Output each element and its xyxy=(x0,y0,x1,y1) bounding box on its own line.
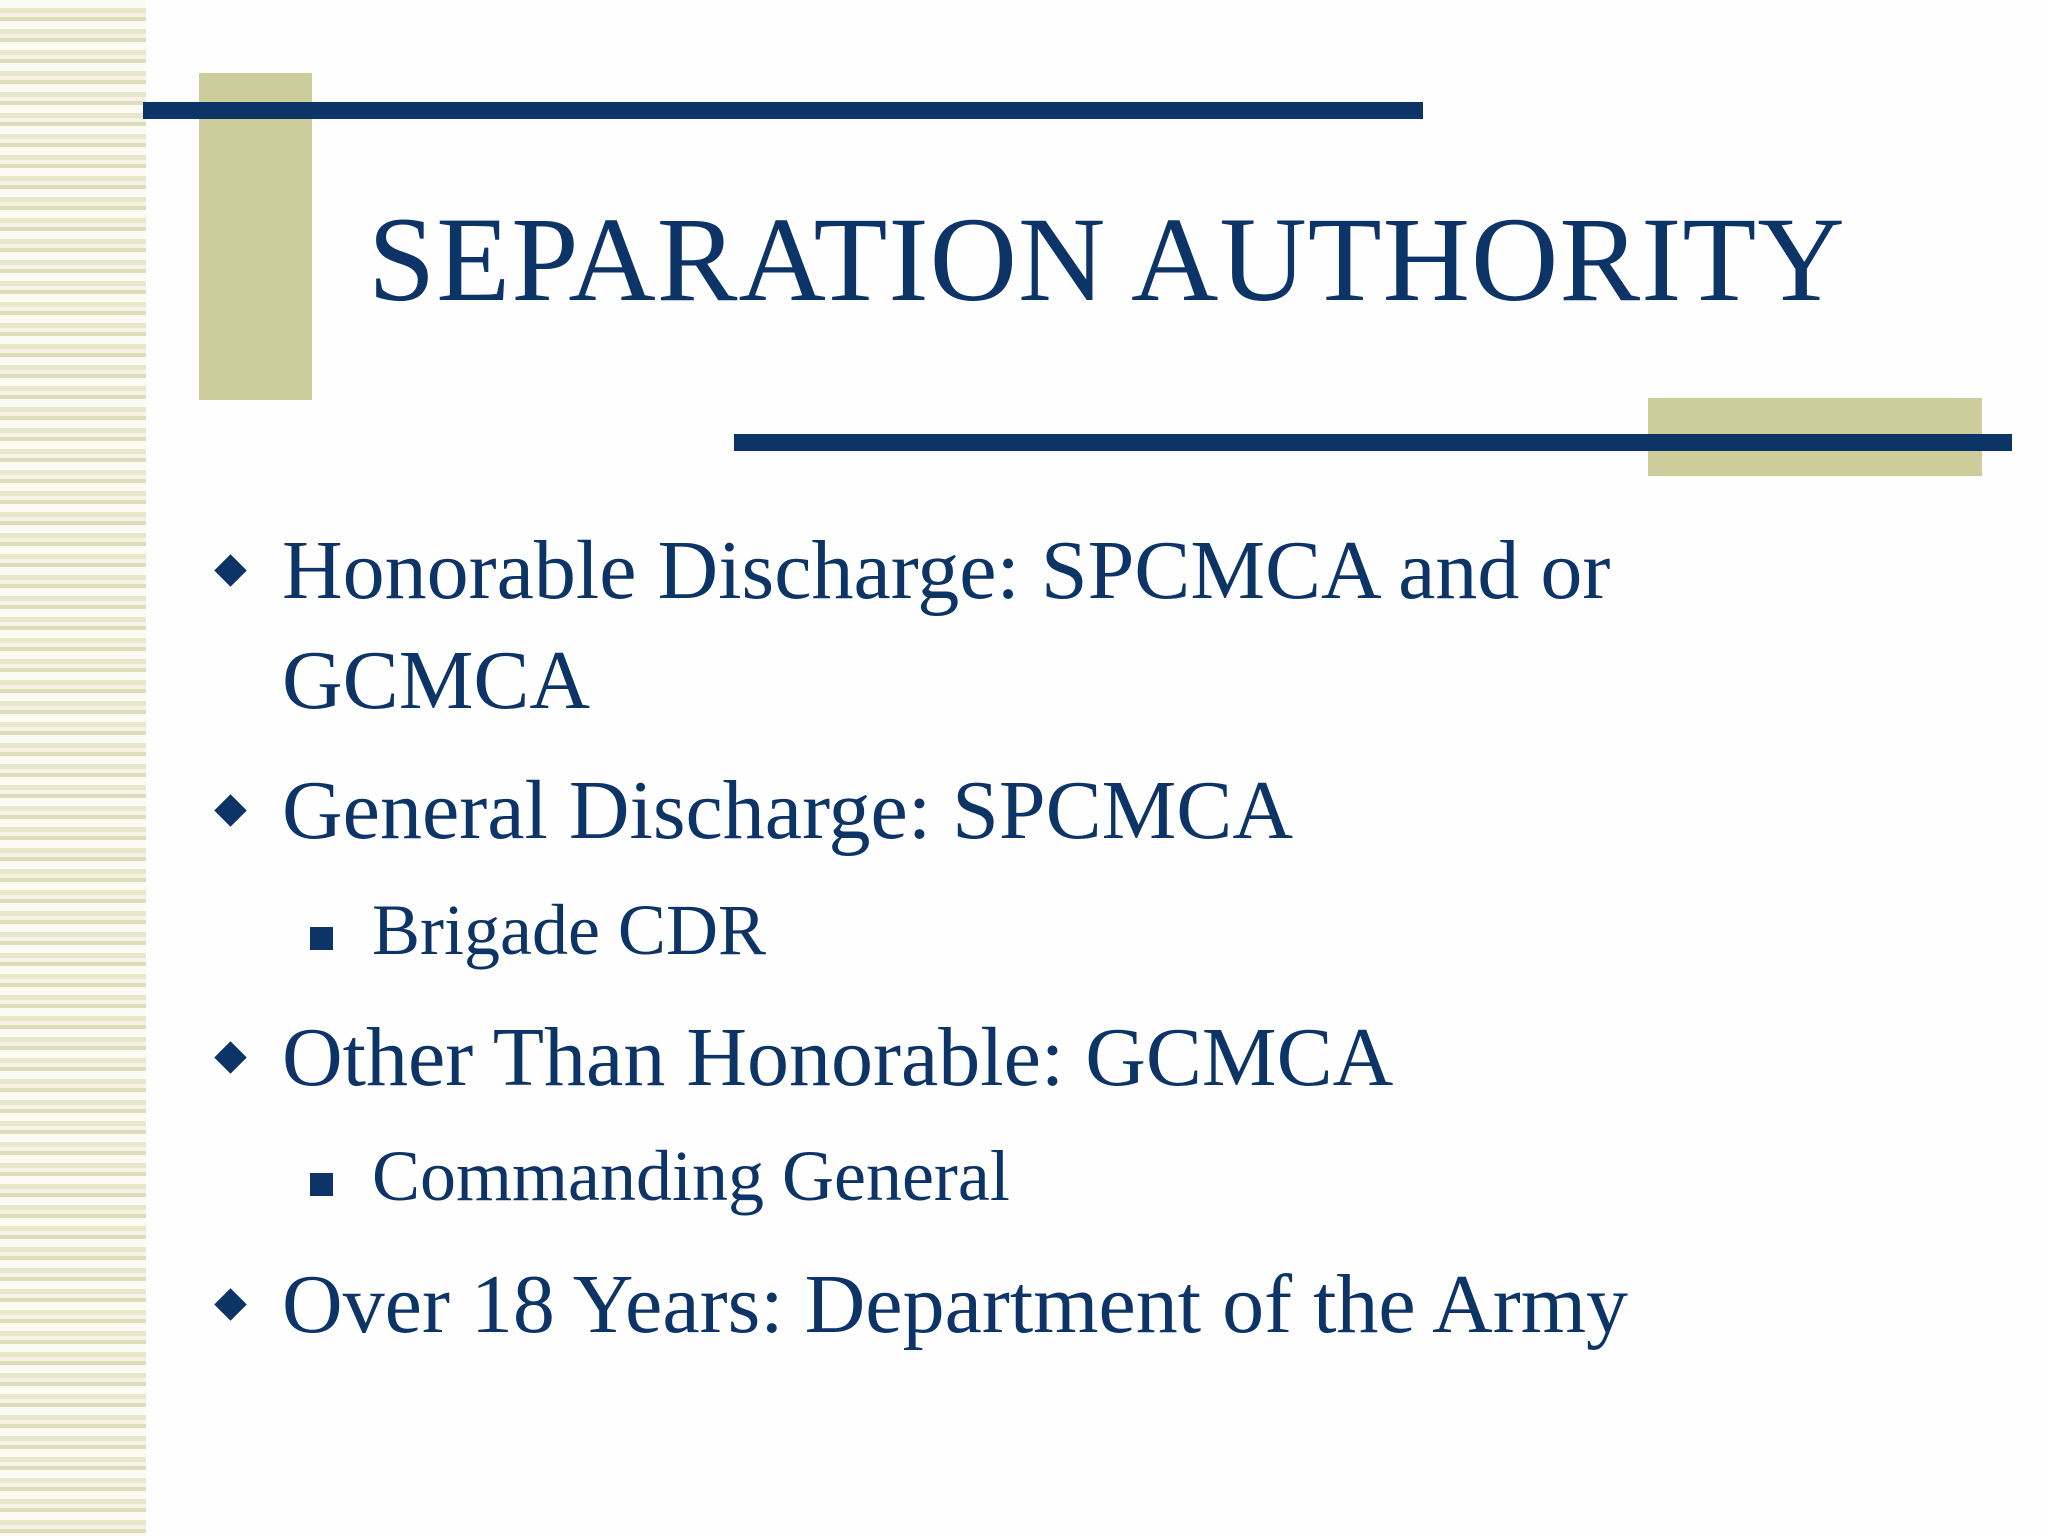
bullet-other-than-honorable: Other Than Honorable: GCMCA xyxy=(282,1011,1394,1104)
square-bullet-icon xyxy=(310,927,333,950)
sub-bullet-commanding-general: Commanding General xyxy=(372,1136,1010,1216)
diamond-bullet-icon xyxy=(214,794,247,827)
diamond-bullet-icon xyxy=(214,554,247,587)
bullet-honorable-line1: Honorable Discharge: SPCMCA and or xyxy=(282,524,1611,617)
slide-title: SEPARATION AUTHORITY xyxy=(368,193,1846,327)
bullet-honorable-line2: GCMCA xyxy=(282,634,591,727)
square-bullet-icon xyxy=(310,1173,333,1196)
diamond-bullet-icon xyxy=(214,1288,247,1321)
bullet-general: General Discharge: SPCMCA xyxy=(282,764,1293,857)
diamond-bullet-icon xyxy=(214,1041,247,1074)
sub-bullet-brigade-cdr: Brigade CDR xyxy=(372,890,766,970)
bullet-over-18-years: Over 18 Years: Department of the Army xyxy=(282,1258,1629,1351)
